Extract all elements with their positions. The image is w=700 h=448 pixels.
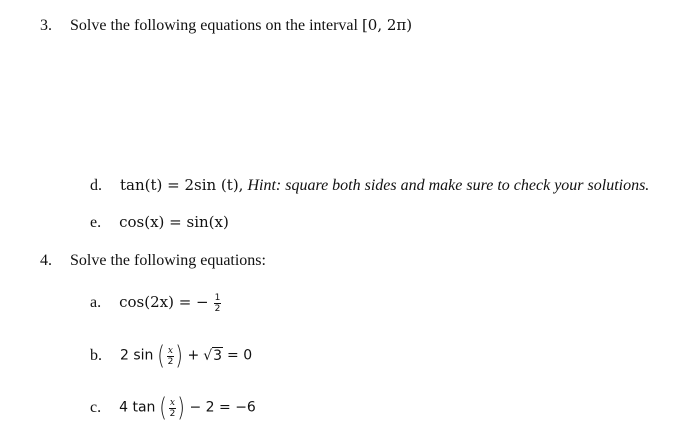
- question-3-part-d: [90, 175, 649, 196]
- right-paren: ): [175, 341, 184, 371]
- question-text: Solve the following equations on the interval: [70, 17, 358, 34]
- fraction-numerator: x: [169, 397, 175, 408]
- question-3-part-e: [90, 212, 229, 233]
- part-label: e.: [90, 214, 102, 231]
- left-paren: (: [157, 341, 166, 371]
- fraction-denominator: 2: [169, 408, 176, 419]
- fraction-denominator: 2: [167, 356, 174, 367]
- question-4-part-c: [90, 395, 256, 421]
- fraction-numerator: x: [167, 345, 173, 356]
- question-4-part-a: [90, 292, 222, 314]
- fraction: [167, 346, 175, 367]
- part-label: c.: [90, 398, 102, 416]
- part-label: b.: [90, 346, 102, 364]
- interval-notation: [0, 2π): [361, 16, 413, 34]
- equation-rhs: = 0: [227, 347, 253, 364]
- radicand: 3: [213, 347, 223, 364]
- plus-sign: +: [187, 347, 200, 364]
- equation: tan(t) = 2sin (t),: [120, 176, 244, 194]
- square-root: √3: [203, 347, 223, 364]
- equation-lhs: 4 tan: [119, 399, 156, 416]
- equation-lhs: cos(2x) = −: [119, 293, 209, 311]
- left-paren: (: [159, 393, 168, 423]
- right-paren: ): [177, 393, 186, 423]
- part-label: d.: [90, 177, 102, 194]
- question-4-part-b: [90, 343, 252, 369]
- equation: cos(x) = sin(x): [119, 213, 229, 231]
- fraction-numerator: 1: [214, 292, 221, 303]
- fraction: [169, 398, 177, 419]
- question-text: Solve the following equations:: [70, 252, 266, 269]
- equation-rhs: − 2 = −6: [189, 399, 256, 416]
- equation-lhs: 2 sin: [120, 347, 154, 364]
- hint-text: Hint: square both sides and make sure to check your solutions.: [247, 177, 650, 194]
- question-number: 3.: [40, 17, 52, 34]
- question-number: 4.: [40, 252, 52, 269]
- fraction-denominator: 2: [214, 303, 221, 314]
- part-label: a.: [90, 294, 102, 311]
- question-4-heading: [40, 251, 266, 271]
- question-3-heading: [40, 15, 412, 36]
- fraction: [214, 293, 222, 314]
